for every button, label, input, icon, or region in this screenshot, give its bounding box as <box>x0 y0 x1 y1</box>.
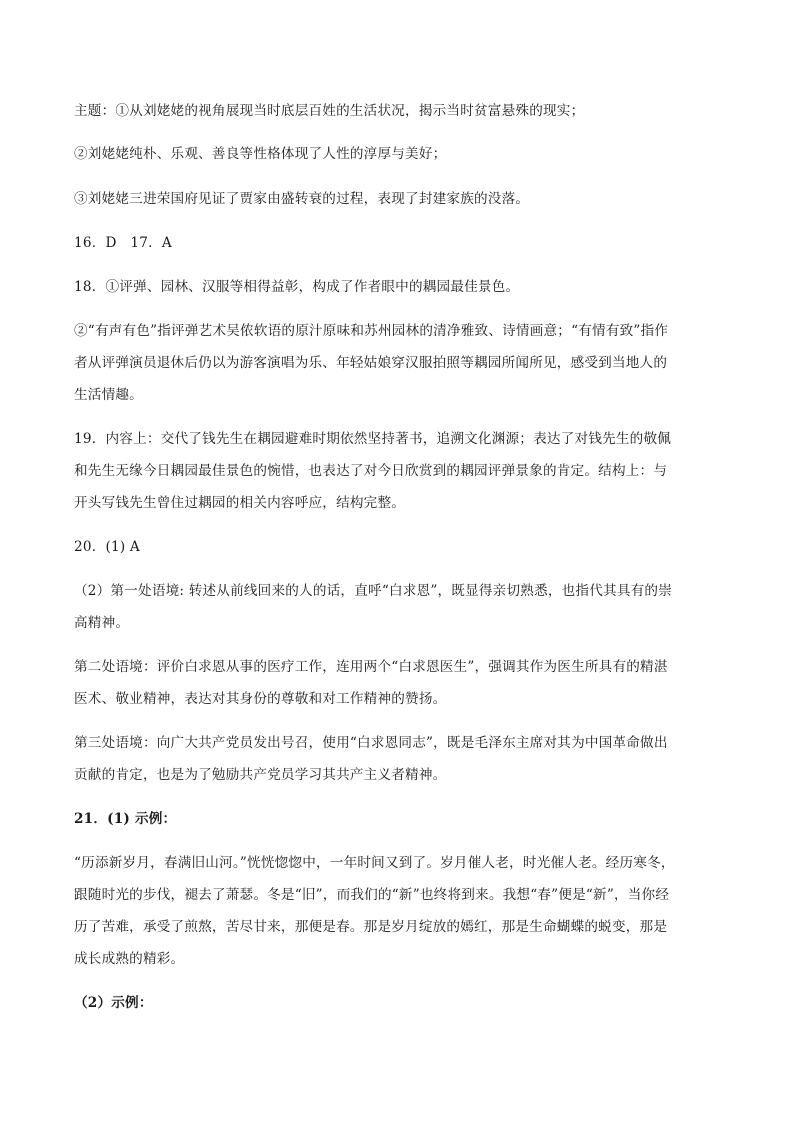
answer-21-line-2: 跟随时光的步伐，褪去了萧瑟。冬是“旧”，而我们的“新”也终将到来。我想“春”便是“新”，当你经 <box>74 887 670 903</box>
answer-20-line-6: 第三处语境：向广大共产党员发出号召，使用“白求恩同志”，既是毛泽东主席对其为中国革命做出 <box>74 735 668 751</box>
answer-21-line-3: 历了苦难，承受了煎熬，苦尽甘来，那便是春。那是岁月绽放的嫣红，那是生命蝴蝶的蜕变，那是 <box>74 919 668 935</box>
theme-line-1: 主题：①从刘姥姥的视角展现当时底层百姓的生活状况，揭示当时贫富悬殊的现实； <box>74 103 585 119</box>
answer-18-line-4: 生活情趣。 <box>74 387 143 403</box>
answer-20-line-2: （2）第一处语境: 转述从前线回来的人的话，直呼“白求恩”，既显得亲切熟悉，也指代其具有的崇 <box>74 583 672 599</box>
answer-19-line-2: 和先生无缘今日耦园最佳景色的惋惜，也表达了对今日欣赏到的耦园评弹景象的肯定。结构上：与 <box>74 463 668 479</box>
answer-21-heading: 21．(1) 示例： <box>74 811 177 827</box>
answer-19-line-3: 开头写钱先生曾住过耦园的相关内容呼应，结构完整。 <box>74 495 406 511</box>
answer-21-line-1: “历添新岁月，春满旧山河。”恍恍惚惚中，一年时间又到了。岁月催人老，时光催人老。经历寒冬， <box>74 855 675 871</box>
answer-20-line-3: 高精神。 <box>74 615 130 631</box>
answer-20-line-7: 贡献的肯定，也是为了勉励共产党员学习其共产主义者精神。 <box>74 767 447 783</box>
answer-20-line-5: 医术、敬业精神，表达对其身份的尊敬和对工作精神的赞扬。 <box>74 691 447 707</box>
answer-18-line-1: 18．①评弹、园林、汉服等相得益彰，构成了作者眼中的耦园最佳景色。 <box>74 279 520 295</box>
answer-19-line-1: 19．内容上：交代了钱先生在耦园避难时期依然坚持著书，追溯文化渊源；表达了对钱先生的敬佩 <box>74 431 672 447</box>
answer-16-17: 16．D 17．A <box>74 235 172 251</box>
theme-line-2: ②刘姥姥纯朴、乐观、善良等性格体现了人性的淳厚与美好； <box>74 146 447 162</box>
answer-18-line-2: ②“有声有色”指评弹艺术吴侬软语的原汁原味和苏州园林的清净雅致、诗情画意；“有情有致”指作 <box>74 323 669 339</box>
theme-line-3: ③刘姥姥三进荣国府见证了贾家由盛转衰的过程，表现了封建家族的没落。 <box>74 191 530 207</box>
answer-20-line-1: 20．(1) A <box>74 539 140 555</box>
answer-18-line-3: 者从评弹演员退休后仍以为游客演唱为乐、年轻姑娘穿汉服拍照等耦园所闻所见，感受到当地人的 <box>74 355 668 371</box>
answer-21-part-2-heading: （2）示例： <box>74 995 153 1011</box>
answer-20-line-4: 第二处语境：评价白求恩从事的医疗工作，连用两个“白求恩医生”，强调其作为医生所具有的精湛 <box>74 659 668 675</box>
answer-21-line-4: 成长成熟的精彩。 <box>74 951 185 967</box>
